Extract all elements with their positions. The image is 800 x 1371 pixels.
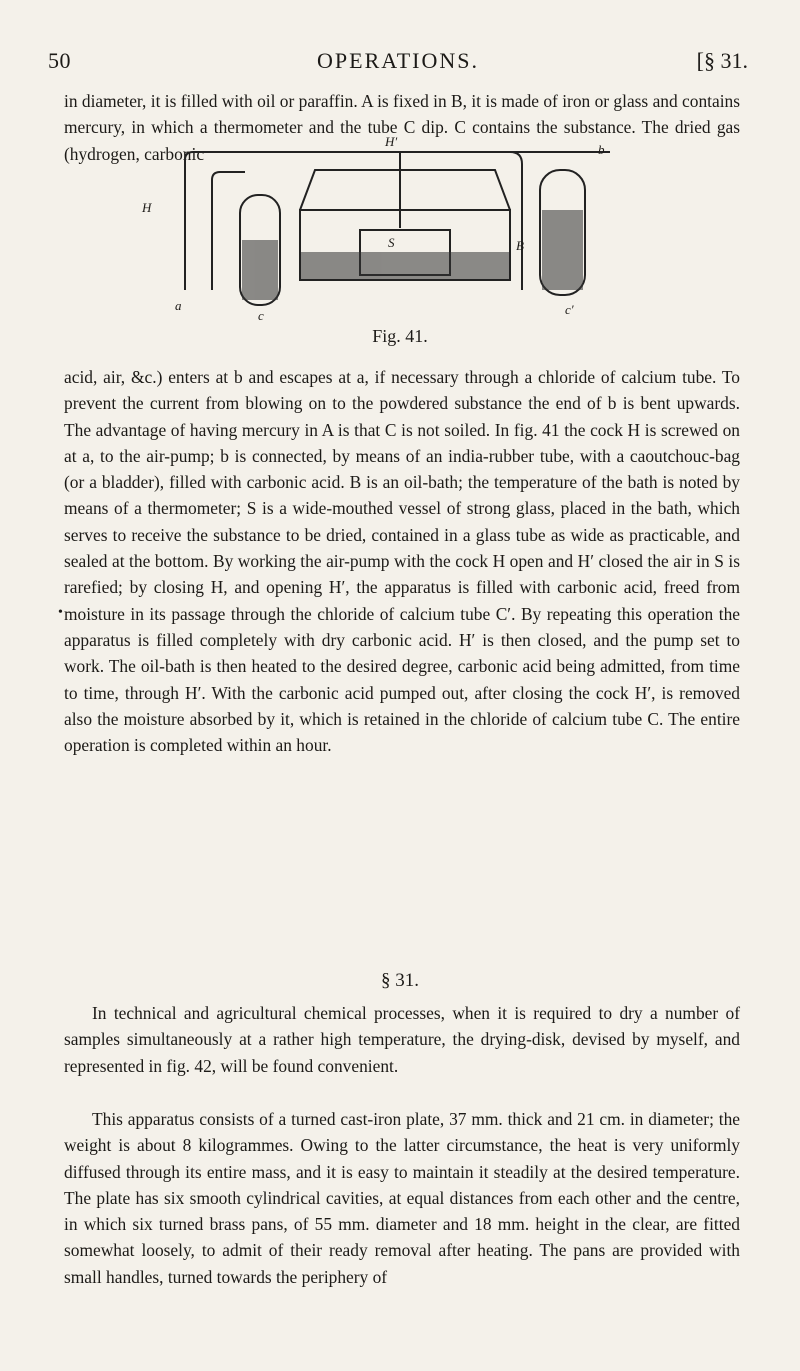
paragraph-apparatus-description: in diameter, it is filled with oil or paraffin. A is fixed in B, it is made of iron or glass and contains mercury, in which a thermometer and the tube C dip. C contains the substance. The dried gas (hydrogen, carbonic bbox=[64, 91, 740, 164]
label-b: b bbox=[598, 142, 605, 157]
right-tube-fill bbox=[542, 210, 583, 290]
bath-rim bbox=[300, 170, 510, 210]
paragraph-drying-disk-description: This apparatus consists of a turned cast-iron plate, 37 mm. thick and 21 cm. in diameter; the weight is about 8 kilogrammes. Owing to the latter circumstance, the heat is very uniformly diffused through its entire mass, and it is easy to maintain it steadily at the desired temperature. The plate has six smooth cylindrical cavities, at equal distances from each other and the centre, in which six turned brass pans, of 55 mm. diameter and 18 mm. height in the clear, are fitted somewhat loosely, to admit of their ready removal after heating. The pans are provided with small handles, turned towards the periphery of bbox=[64, 1109, 740, 1287]
label-B: B bbox=[516, 238, 524, 253]
figure-caption: Fig. 41. bbox=[372, 326, 428, 346]
label-a: a bbox=[175, 298, 182, 313]
running-title: OPERATIONS. bbox=[317, 48, 479, 73]
label-c: c bbox=[258, 308, 264, 323]
page-number: 50 bbox=[48, 48, 71, 73]
label-S: S bbox=[388, 235, 395, 250]
apparatus-illustration bbox=[150, 140, 630, 325]
section-heading: § 31. bbox=[381, 970, 419, 991]
label-H-prime: H′ bbox=[385, 134, 398, 149]
section-reference: [§ 31. bbox=[696, 48, 748, 73]
bath-liquid bbox=[301, 252, 509, 279]
paragraph-operation-procedure: acid, air, &c.) enters at b and escapes at a, if necessary through a chloride of calcium tube. To prevent the current from blowing on to the powdered substance the end of b is bent upwards. The advantage of having mercury in A is that C is not soiled. In fig. 41 the cock H is screwed on at a, to the air-pump; b is connected, by means of an india-rubber tube, with a caoutchouc-bag (or a bladder), filled with carbonic acid. B is an oil-bath; the temperature of the bath is noted by means of a thermometer; S is a wide-mouthed vessel of strong glass, placed in the bath, which serves to receive the substance to be dried, contained in a glass tube as wide as practicable, and sealed at the bottom. By working the air-pump with the cock H open and H′ closed the air in S is rarefied; by closing H, and opening H′, the apparatus is filled with carbonic acid, freed from moisture in its passage through the chloride of calcium tube C′. By repeating this operation the apparatus is filled completely with dry carbonic acid. H′ is then closed, and the pump set to work. The oil-bath is then heated to the desired degree, carbonic acid being admitted, from time to time, through H′. With the carbonic acid pumped out, after closing the cock H′, is removed also the moisture absorbed by it, which is retained in the chloride of calcium tube C. The entire operation is completed within an hour. bbox=[64, 367, 740, 756]
label-H: H bbox=[142, 200, 152, 215]
page-header bbox=[48, 48, 748, 88]
right-connector bbox=[510, 152, 522, 290]
label-c-prime: c′ bbox=[565, 302, 574, 317]
margin-mark: • bbox=[58, 605, 63, 620]
left-tube-fill bbox=[242, 240, 278, 300]
paragraph-drying-disk-intro: In technical and agricultural chemical processes, when it is required to dry a number of samples simultaneously at a rather high temperature, the drying-disk, devised by myself, and represented in fig. 42, will be found convenient. bbox=[64, 1003, 740, 1076]
